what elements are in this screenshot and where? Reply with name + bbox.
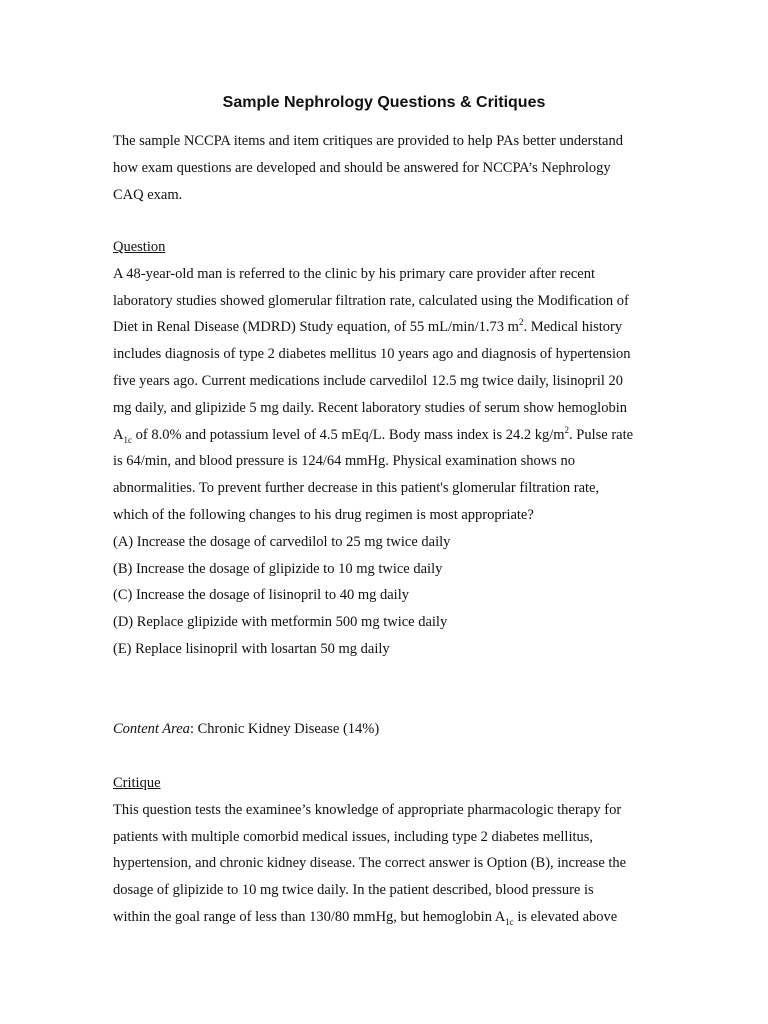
question-stem-line xyxy=(113,422,658,449)
answer-option-c: (C) Increase the dosage of lisinopril to 40 mg daily xyxy=(113,587,409,604)
critique-line: dosage of glipizide to 10 mg twice daily. In the patient described, blood pressure is xyxy=(113,882,594,899)
answer-option-b: (B) Increase the dosage of glipizide to 10 mg twice daily xyxy=(113,560,443,577)
content-area-label: Content Area xyxy=(113,721,190,737)
intro-line: how exam questions are developed and should be answered for NCCPA’s Nephrology xyxy=(113,159,611,176)
superscript: 2 xyxy=(564,424,570,435)
intro-line: CAQ exam. xyxy=(113,186,183,203)
stem-text: . Medical history xyxy=(523,319,623,336)
question-stem-line: includes diagnosis of type 2 diabetes mellitus 10 years ago and diagnosis of hypertension xyxy=(113,346,631,363)
question-stem-line: five years ago. Current medications include carvedilol 12.5 mg twice daily, lisinopril 20 xyxy=(113,372,624,389)
stem-text: A xyxy=(113,426,124,443)
question-stem-line: A 48-year-old man is referred to the clinic by his primary care provider after recent xyxy=(113,265,596,282)
question-section xyxy=(113,234,658,663)
critique-section xyxy=(113,770,658,931)
content-area-line xyxy=(113,716,658,743)
question-stem-line: laboratory studies showed glomerular filtration rate, calculated using the Modification of xyxy=(113,292,629,309)
answer-option-a: (A) Increase the dosage of carvedilol to 25 mg twice daily xyxy=(113,533,451,550)
answer-option-d: (D) Replace glipizide with metformin 500 mg twice daily xyxy=(113,614,448,631)
critique-line xyxy=(113,904,658,931)
critique-line: hypertension, and chronic kidney disease. The correct answer is Option (B), increase the xyxy=(113,855,627,872)
stem-text: Diet in Renal Disease (MDRD) Study equation, of 55 mL/min/1.73 m xyxy=(113,319,519,336)
stem-text: . Pulse rate xyxy=(569,426,634,443)
critique-line: patients with multiple comorbid medical issues, including type 2 diabetes mellitus, xyxy=(113,828,594,845)
question-stem-line xyxy=(113,314,658,341)
intro-paragraph xyxy=(113,128,658,208)
subscript: 1c xyxy=(505,916,514,927)
content-area xyxy=(113,716,658,743)
question-stem-line: which of the following changes to his drug regimen is most appropriate? xyxy=(113,506,534,523)
question-stem-line: abnormalities. To prevent further decrease in this patient's glomerular filtration rate, xyxy=(113,480,600,497)
content-area-value: Chronic Kidney Disease (14%) xyxy=(197,721,380,737)
document-title: Sample Nephrology Questions & Critiques xyxy=(222,94,546,111)
intro-line: The sample NCCPA items and item critiques are provided to help PAs better understand xyxy=(113,133,623,149)
critique-text: is elevated above xyxy=(513,908,618,925)
superscript: 2 xyxy=(518,317,524,328)
critique-heading: Critique xyxy=(113,775,161,791)
question-stem-line: mg daily, and glipizide 5 mg daily. Recent laboratory studies of serum show hemoglobin xyxy=(113,399,627,416)
critique-text: within the goal range of less than 130/80 mmHg, but hemoglobin A xyxy=(113,908,506,925)
critique-line: This question tests the examinee’s knowledge of appropriate pharmacologic therapy for xyxy=(113,801,622,818)
question-heading: Question xyxy=(113,239,166,255)
stem-text: of 8.0% and potassium level of 4.5 mEq/L. Body mass index is 24.2 kg/m xyxy=(131,426,565,443)
content-area-separator: : xyxy=(189,721,198,737)
subscript: 1c xyxy=(123,434,132,445)
question-stem-line: is 64/min, and blood pressure is 124/64 mmHg. Physical examination shows no xyxy=(113,453,575,470)
answer-option-e: (E) Replace lisinopril with losartan 50 mg daily xyxy=(113,640,390,657)
